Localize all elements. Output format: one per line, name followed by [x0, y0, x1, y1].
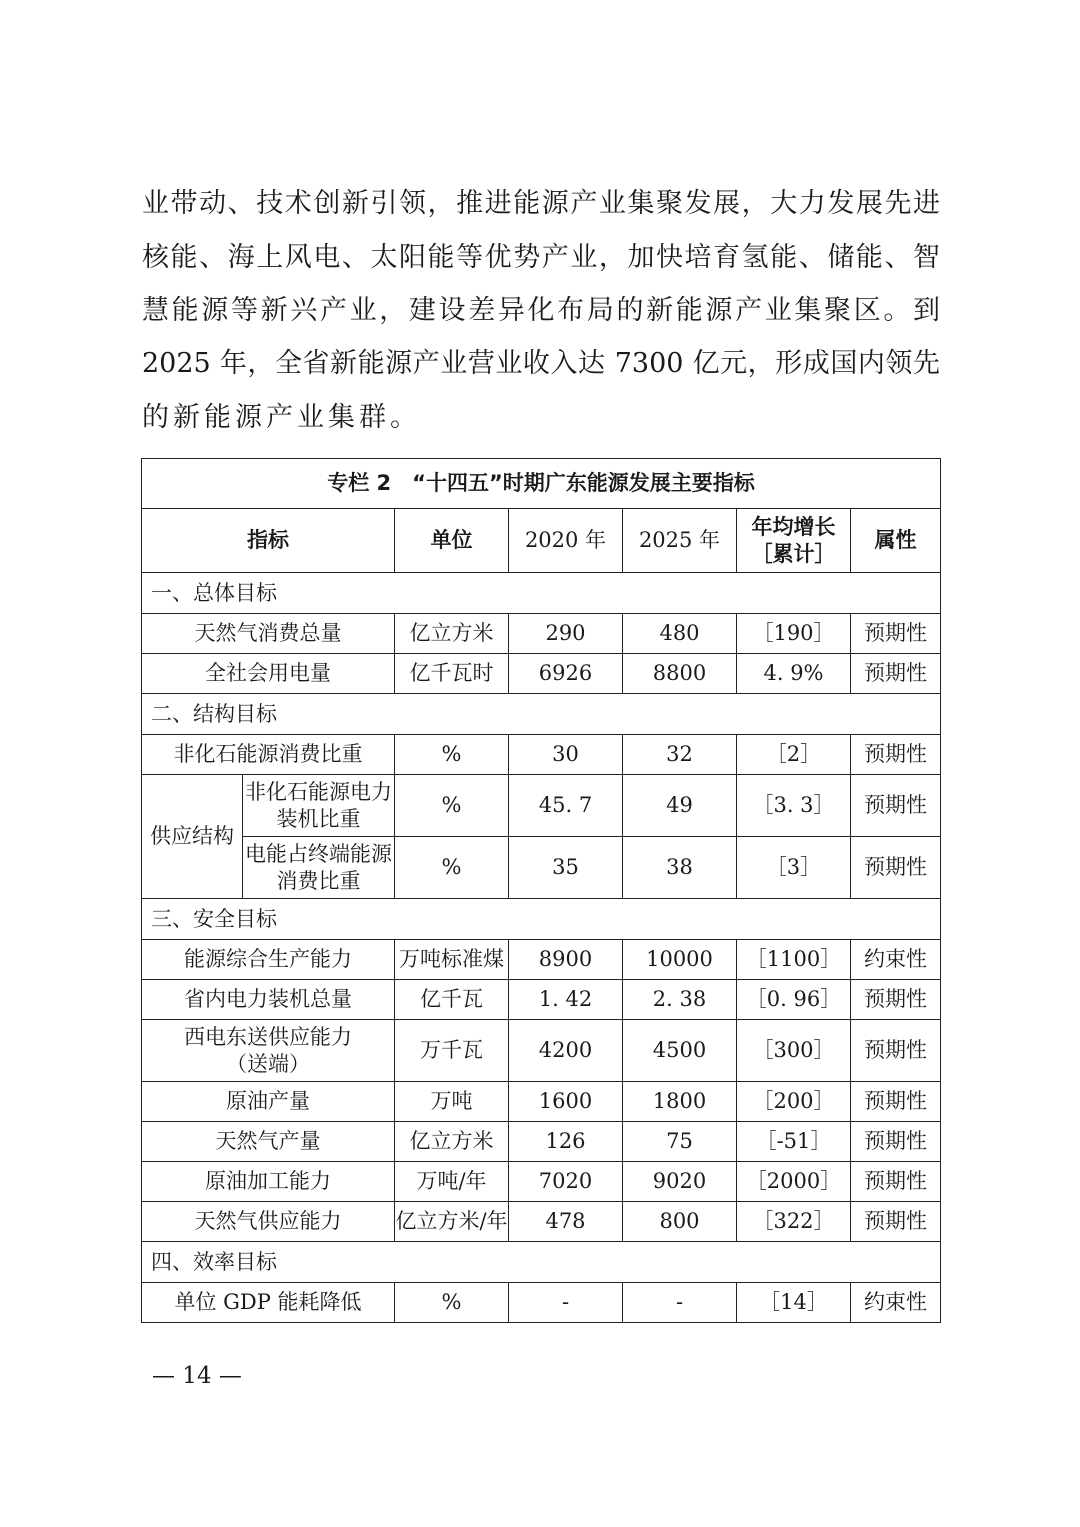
attribute-cell: 预期性 [851, 775, 941, 837]
table-row [142, 1162, 941, 1202]
unit-cell: 亿千瓦时 [395, 654, 509, 694]
value-2020: 478 [509, 1202, 623, 1242]
header-unit: 单位 [395, 509, 509, 573]
unit-cell: 亿千瓦 [395, 980, 509, 1020]
unit-cell: 万千瓦 [395, 1020, 509, 1082]
value-2025: 4500 [623, 1020, 737, 1082]
value-2020: 1600 [509, 1082, 623, 1122]
indicator-name: 能源综合生产能力 [142, 940, 395, 980]
growth-cell: ［0. 96］ [737, 980, 851, 1020]
indicator-name [243, 837, 395, 899]
indicator-name: 省内电力装机总量 [142, 980, 395, 1020]
header-growth [737, 509, 851, 573]
indicator-name: 全社会用电量 [142, 654, 395, 694]
value-2025: 75 [623, 1122, 737, 1162]
attribute-cell: 预期性 [851, 654, 941, 694]
value-2020: 45. 7 [509, 775, 623, 837]
value-2020: 290 [509, 614, 623, 654]
table-row [142, 980, 941, 1020]
header-attribute: 属性 [851, 509, 941, 573]
group-label: 供应结构 [142, 775, 243, 899]
table-row [142, 735, 941, 775]
indicator-name: 原油产量 [142, 1082, 395, 1122]
table-row [142, 775, 941, 837]
value-2020: 6926 [509, 654, 623, 694]
section-title: 三、安全目标 [142, 899, 941, 940]
value-2020: 35 [509, 837, 623, 899]
growth-cell: 4. 9% [737, 654, 851, 694]
table-row [142, 1122, 941, 1162]
value-2025: 9020 [623, 1162, 737, 1202]
unit-cell: % [395, 775, 509, 837]
table-row [142, 1283, 941, 1323]
body-text-line: 核能、海上风电、太阳能等优势产业，加快培育氢能、储能、智 [142, 242, 940, 273]
value-2020: - [509, 1283, 623, 1323]
value-2025: 38 [623, 837, 737, 899]
table-row [142, 614, 941, 654]
indicator-name: 原油加工能力 [142, 1162, 395, 1202]
body-text-line: 慧能源等新兴产业，建设差异化布局的新能源产业集聚区。到 [142, 295, 940, 326]
growth-cell: ［3］ [737, 837, 851, 899]
growth-cell: ［-51］ [737, 1122, 851, 1162]
value-2025: 10000 [623, 940, 737, 980]
unit-cell: 亿立方米/年 [395, 1202, 509, 1242]
section-title: 一、总体目标 [142, 573, 941, 614]
header-indicator: 指标 [142, 509, 395, 573]
indicator-name-line1: 电能占终端能源 [245, 841, 392, 866]
table-row [142, 837, 941, 899]
unit-cell: 万吨 [395, 1082, 509, 1122]
indicator-name-line2: 消费比重 [276, 868, 361, 893]
table-row [142, 654, 941, 694]
value-2025: 480 [623, 614, 737, 654]
unit-cell: 亿立方米 [395, 1122, 509, 1162]
growth-cell: ［190］ [737, 614, 851, 654]
attribute-cell: 预期性 [851, 735, 941, 775]
unit-cell: % [395, 1283, 509, 1323]
indicator-name [243, 775, 395, 837]
table-row [142, 1202, 941, 1242]
attribute-cell: 预期性 [851, 1082, 941, 1122]
attribute-cell: 约束性 [851, 940, 941, 980]
indicator-name-line2: （送端） [226, 1051, 310, 1076]
value-2025: 1800 [623, 1082, 737, 1122]
indicator-name: 天然气产量 [142, 1122, 395, 1162]
value-2020: 4200 [509, 1020, 623, 1082]
body-text-line: 2025 年，全省新能源产业营业收入达 7300 亿元，形成国内领先 [142, 348, 940, 379]
attribute-cell: 预期性 [851, 1122, 941, 1162]
unit-cell: % [395, 837, 509, 899]
indicator-name-line2: 装机比重 [276, 806, 361, 831]
value-2025: 8800 [623, 654, 737, 694]
attribute-cell: 预期性 [851, 1202, 941, 1242]
table-row [142, 1082, 941, 1122]
value-2020: 126 [509, 1122, 623, 1162]
growth-cell: ［200］ [737, 1082, 851, 1122]
header-growth-line1: 年均增长 [751, 514, 836, 539]
table-header-row [142, 509, 941, 573]
unit-cell: 万吨/年 [395, 1162, 509, 1202]
value-2025: - [623, 1283, 737, 1323]
growth-cell: ［2］ [737, 735, 851, 775]
attribute-cell: 预期性 [851, 1162, 941, 1202]
indicator-name: 非化石能源消费比重 [142, 735, 395, 775]
indicator-name: 天然气消费总量 [142, 614, 395, 654]
indicator-name [142, 1020, 395, 1082]
indicator-name-line1: 西电东送供应能力 [184, 1024, 352, 1049]
header-2025: 2025 年 [623, 509, 737, 573]
growth-cell: ［1100］ [737, 940, 851, 980]
attribute-cell: 预期性 [851, 1020, 941, 1082]
indicator-name-line1: 非化石能源电力 [245, 779, 392, 804]
body-text-line: 的新能源产业集群。 [142, 402, 421, 433]
value-2025: 2. 38 [623, 980, 737, 1020]
section-title: 四、效率目标 [142, 1242, 941, 1283]
growth-cell: ［300］ [737, 1020, 851, 1082]
unit-cell: % [395, 735, 509, 775]
value-2020: 30 [509, 735, 623, 775]
value-2025: 49 [623, 775, 737, 837]
page-number: — 14 — [152, 1363, 242, 1389]
value-2020: 1. 42 [509, 980, 623, 1020]
table-row [142, 1020, 941, 1082]
table-row [142, 940, 941, 980]
growth-cell: ［14］ [737, 1283, 851, 1323]
value-2020: 7020 [509, 1162, 623, 1202]
attribute-cell: 预期性 [851, 980, 941, 1020]
attribute-cell: 预期性 [851, 837, 941, 899]
header-2020: 2020 年 [509, 509, 623, 573]
growth-cell: ［3. 3］ [737, 775, 851, 837]
value-2025: 800 [623, 1202, 737, 1242]
indicator-name: 天然气供应能力 [142, 1202, 395, 1242]
indicator-name: 单位 GDP 能耗降低 [142, 1283, 395, 1323]
section-title: 二、结构目标 [142, 694, 941, 735]
attribute-cell: 约束性 [851, 1283, 941, 1323]
indicators-table [141, 458, 941, 1323]
growth-cell: ［322］ [737, 1202, 851, 1242]
value-2020: 8900 [509, 940, 623, 980]
unit-cell: 万吨标准煤 [395, 940, 509, 980]
unit-cell: 亿立方米 [395, 614, 509, 654]
table-title: 专栏 2 “十四五”时期广东能源发展主要指标 [142, 459, 941, 509]
growth-cell: ［2000］ [737, 1162, 851, 1202]
attribute-cell: 预期性 [851, 614, 941, 654]
header-growth-line2: ［累计］ [751, 541, 836, 566]
body-text-line: 业带动、技术创新引领，推进能源产业集聚发展，大力发展先进 [142, 188, 940, 219]
value-2025: 32 [623, 735, 737, 775]
